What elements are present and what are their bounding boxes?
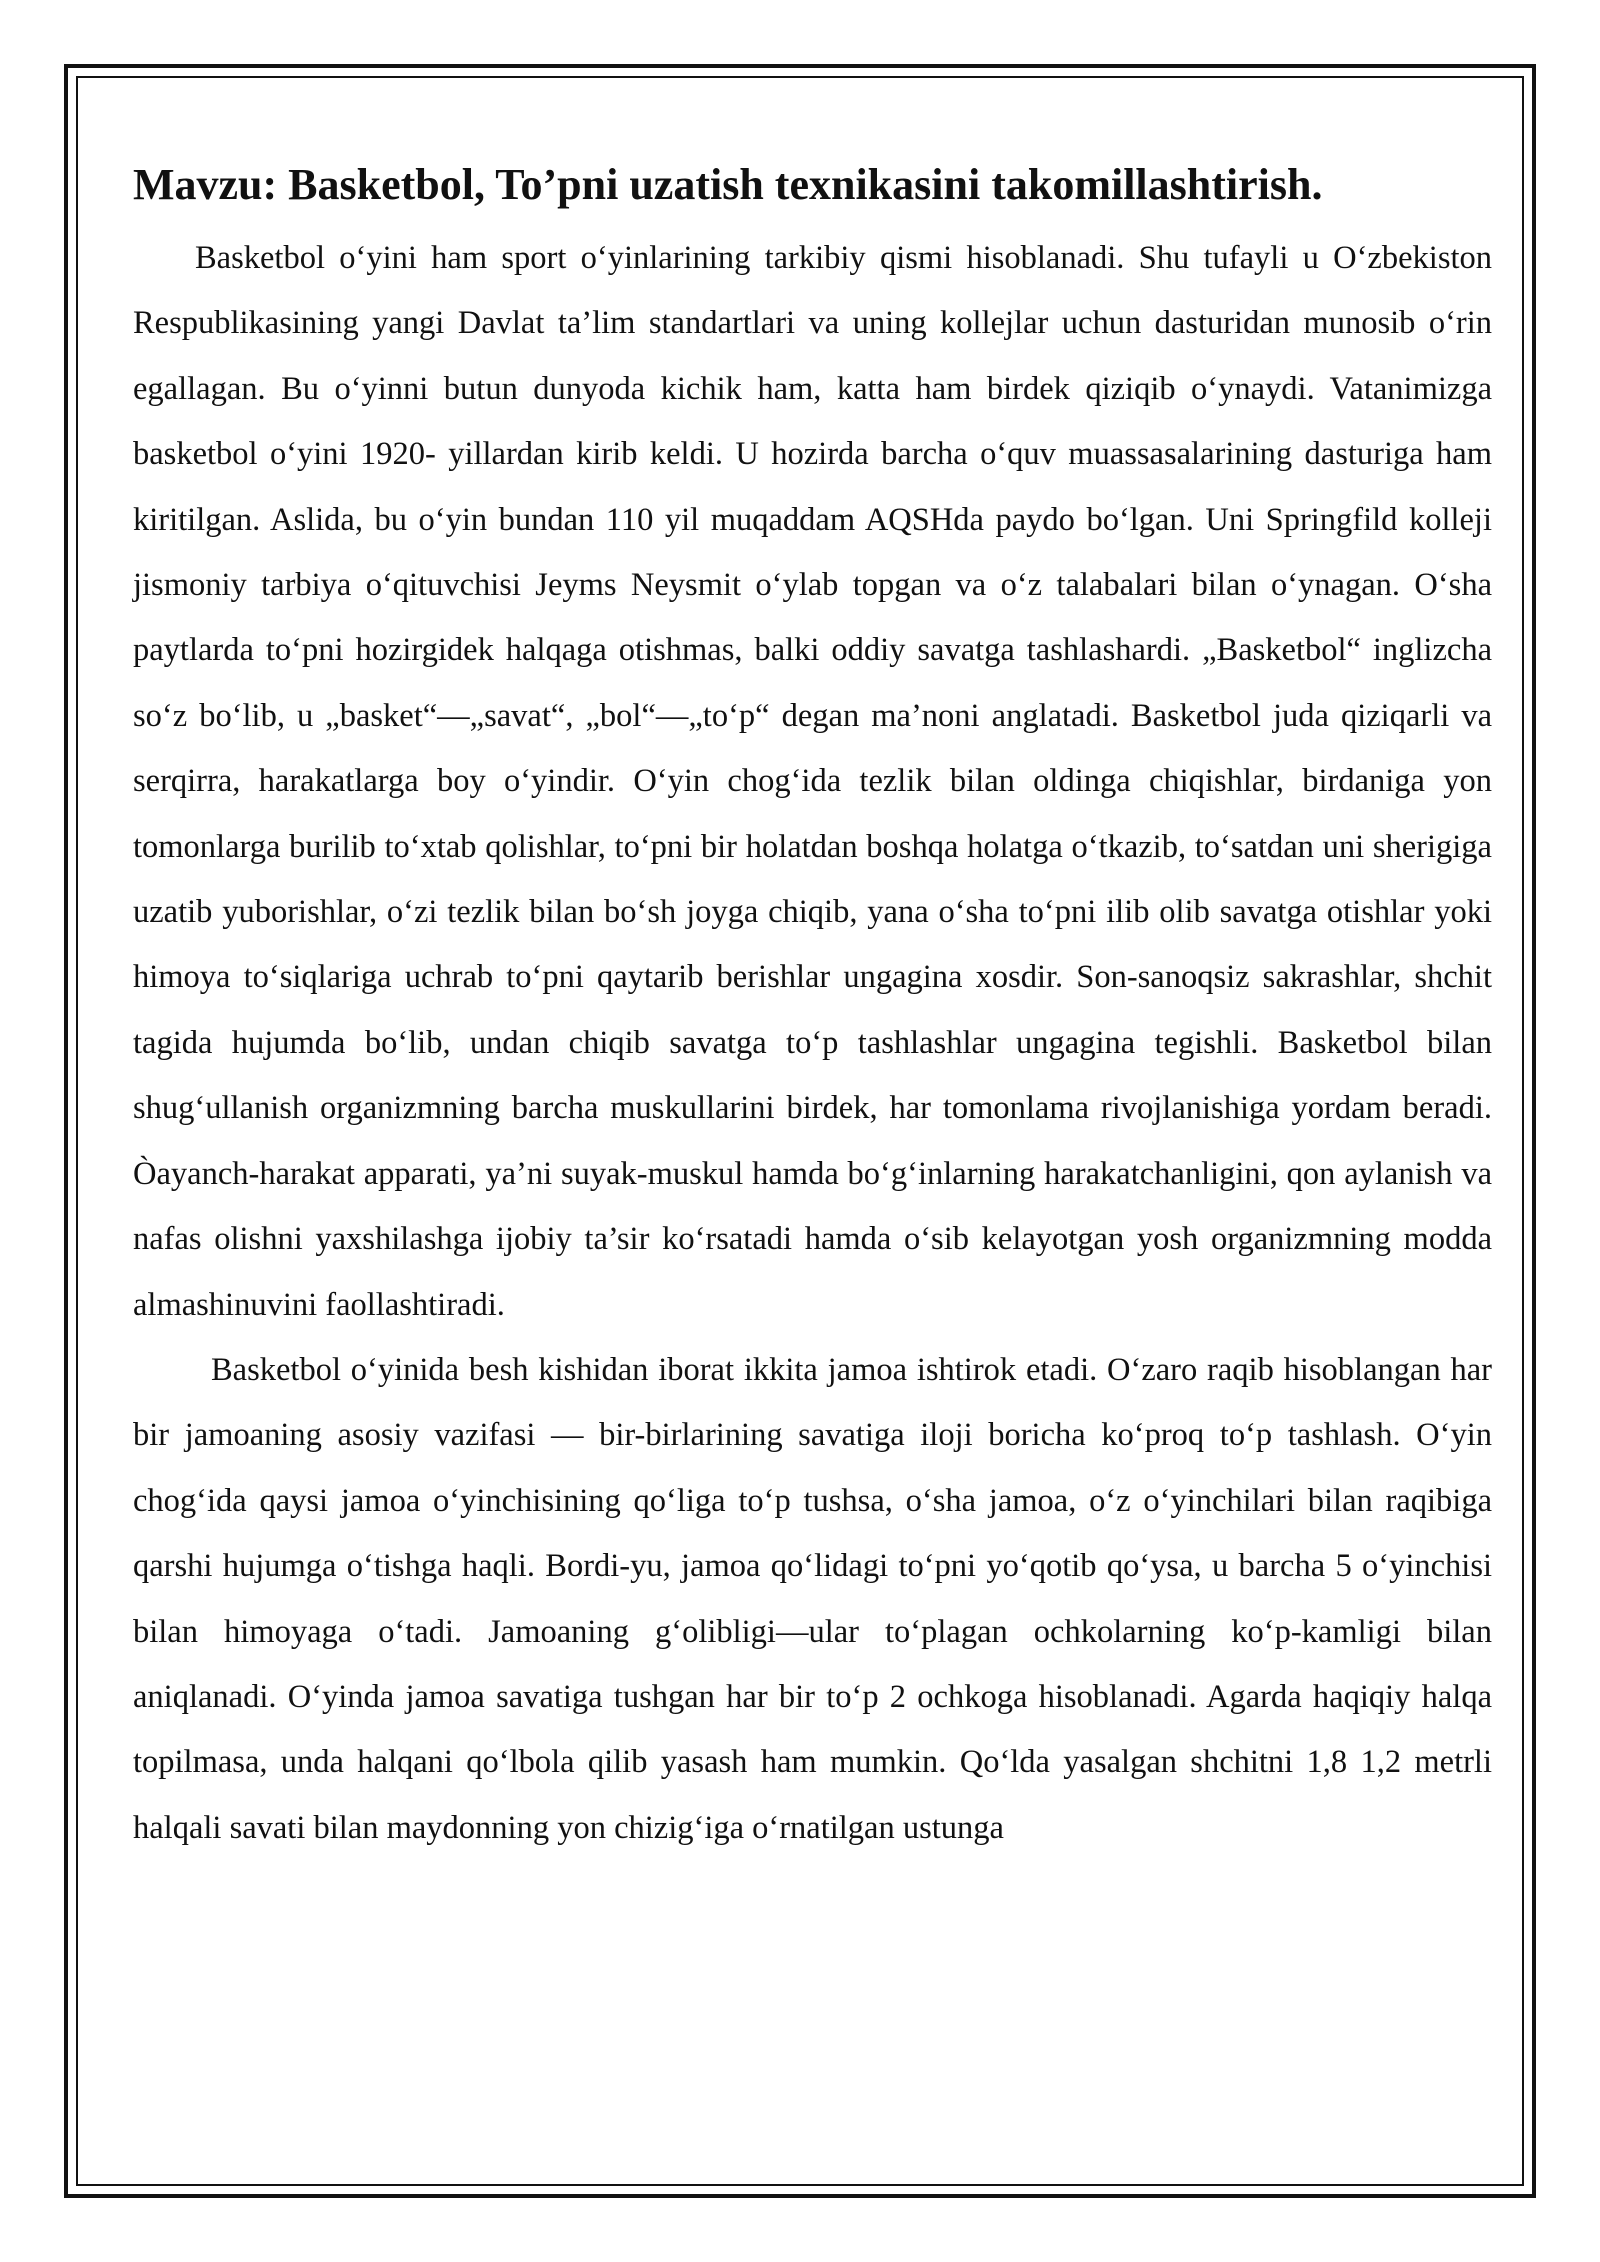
document-body	[133, 144, 1492, 1861]
paragraph-1: Basketbol o‘yini ham sport o‘yinlarining tarkibiy qismi hisoblanadi. Shu tufayli u O‘zbekiston Respublikasining yangi Davlat ta’lim standartlari va uning kollejlar uchun dasturidan munosib o‘rin egallagan. Bu o‘yinni butun dunyoda kichik ham, katta ham birdek qiziqib o‘ynaydi. Vatanimizga basketbol o‘yini 1920- yillardan kirib keldi. U hozirda barcha o‘quv muassasalarining dasturiga ham kiritilgan. Aslida, bu o‘yin bundan 110 yil muqaddam AQSHda paydo bo‘lgan. Uni Springfild kolleji jismoniy tarbiya o‘qituvchisi Jeyms Neysmit o‘ylab topgan va o‘z talabalari bilan o‘ynagan. O‘sha paytlarda to‘pni hozirgidek halqaga otishmas, balki oddiy savatga tashlashardi. „Basketbol“ inglizcha so‘z bo‘lib, u „basket“—„savat“, „bol“—„to‘p“ degan ma’noni anglatadi. Basketbol juda qiziqarli va serqirra, harakatlarga boy o‘yindir. O‘yin chog‘ida tezlik bilan oldinga chiqishlar, birdaniga yon tomonlarga burilib to‘xtab qolishlar, to‘pni bir holatdan boshqa holatga o‘tkazib, to‘satdan uni sherigiga uzatib yuborishlar, o‘zi tezlik bilan bo‘sh joyga chiqib, yana o‘sha to‘pni ilib olib savatga otishlar yoki himoya to‘siqlariga uchrab to‘pni qaytarib berishlar ungagina xosdir. Son-sanoqsiz sakrashlar, shchit tagida hujumda bo‘lib, undan chiqib savatga to‘p tashlashlar ungagina tegishli. Basketbol bilan shug‘ullanish organizmning barcha muskullarini birdek, har tomonlama rivojlanishiga yordam beradi. Òayanch-harakat apparati, ya’ni suyak-muskul hamda bo‘g‘inlarning harakatchanligini, qon aylanish va nafas olishni yaxshilashga ijobiy ta’sir ko‘rsatadi hamda o‘sib kelayotgan yosh organizmning modda almashinuvini faollashtiradi.	[133, 240, 1492, 1323]
paragraph-2: Basketbol o‘yinida besh kishidan iborat ikkita jamoa ishtirok etadi. O‘zaro raqib hisoblangan har bir jamoaning asosiy vazifasi — bir-birlarining savatiga iloji boricha ko‘proq to‘p tashlash. O‘yin chog‘ida qaysi jamoa o‘yinchisining qo‘liga to‘p tushsa, o‘sha jamoa, o‘z o‘yinchilari bilan raqibiga qarshi hujumga o‘tishga haqli. Bordi-yu, jamoa qo‘lidagi to‘pni yo‘qotib qo‘ysa, u barcha 5 o‘yinchisi bilan himoyaga o‘tadi. Jamoaning g‘olibligi—ular to‘plagan ochkolarning ko‘p-kamligi bilan aniqlanadi. O‘yinda jamoa savatiga tushgan har bir to‘p 2 ochkoga hisoblanadi. Agarda haqiqiy halqa topilmasa, unda halqani qo‘lbola qilib yasash ham mumkin. Qo‘lda yasalgan shchitni 1,8 1,2 metrli halqali savati bilan maydonning yon chizig‘iga o‘rnatilgan ustunga	[133, 1351, 1492, 1846]
document-title: Mavzu: Basketbol, To’pni uzatish texnikasini takomillashtirish.	[133, 160, 1323, 209]
